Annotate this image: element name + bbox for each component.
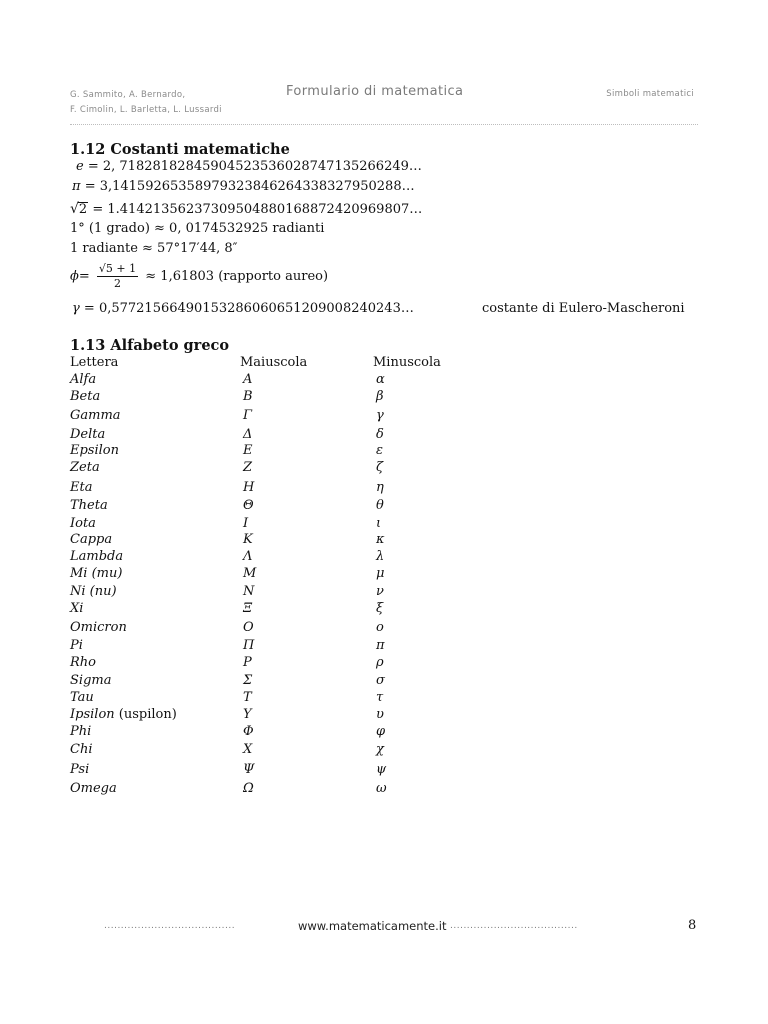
greek-letter-name-text: Eta <box>70 480 93 495</box>
constant-sqrt2-radicand: 2 <box>78 202 88 217</box>
greek-letter-name-text: Rho <box>70 655 96 670</box>
greek-uppercase-glyph: Δ <box>243 427 253 442</box>
greek-table-row <box>70 762 630 779</box>
greek-letter-name <box>70 781 117 796</box>
header-title: Formulario di matematica <box>286 84 464 99</box>
constant-degree: 1° (1 grado) ≈ 0, 0174532925 radianti <box>70 221 325 236</box>
constant-gamma-note: costante di Eulero-Mascheroni <box>482 301 685 316</box>
greek-table-row <box>70 566 630 583</box>
greek-uppercase-glyph: Γ <box>243 408 253 423</box>
constant-sqrt2 <box>70 201 422 217</box>
constant-pi-value: = 3,14159265358979323846264338327950288… <box>84 179 415 194</box>
greek-letter-name <box>70 707 177 722</box>
constant-phi-equals: = <box>78 269 90 284</box>
greek-letter-name-text: Delta <box>70 427 106 442</box>
greek-letter-name <box>70 480 92 495</box>
greek-letter-name <box>70 498 108 513</box>
greek-uppercase-glyph: A <box>243 372 253 387</box>
greek-uppercase-glyph: K <box>243 532 253 547</box>
greek-letter-name-text: Ipsilon <box>70 707 115 722</box>
greek-letter-name-text: Pi <box>70 638 83 653</box>
greek-uppercase-glyph: H <box>243 480 255 495</box>
greek-letter-name-text: Xi <box>70 601 84 616</box>
greek-letter-name-text: Phi <box>70 724 92 739</box>
greek-letter-name-text: Cappa <box>70 532 113 547</box>
constant-pi-symbol: π <box>72 179 81 194</box>
greek-letter-name-text: Ni (nu) <box>70 584 117 599</box>
greek-table-row <box>70 781 630 798</box>
greek-uppercase-glyph: T <box>243 690 252 705</box>
greek-lowercase-glyph: ι <box>376 516 382 531</box>
greek-letter-name <box>70 566 122 581</box>
greek-table-row <box>70 516 630 533</box>
greek-lowercase-glyph: χ <box>376 742 384 757</box>
greek-lowercase-glyph: τ <box>376 690 384 705</box>
greek-lowercase-glyph: ω <box>376 781 387 796</box>
greek-letter-name-text: Lambda <box>70 549 124 564</box>
greek-table-row <box>70 620 630 637</box>
greek-letter-name-text: Tau <box>70 690 94 705</box>
greek-letter-name <box>70 620 127 635</box>
greek-letter-name-text: Omicron <box>70 620 127 635</box>
greek-lowercase-glyph: σ <box>376 673 385 688</box>
header-authors <box>70 88 222 118</box>
greek-lowercase-glyph: α <box>376 372 385 387</box>
greek-uppercase-glyph: Ψ <box>243 762 255 777</box>
constant-radian: 1 radiante ≈ 57°17′44, 8″ <box>70 241 238 256</box>
greek-letter-name <box>70 762 89 777</box>
greek-letter-name <box>70 742 92 757</box>
footer-dots-right: ...................................... <box>450 921 578 931</box>
greek-lowercase-glyph: θ <box>376 498 384 513</box>
constant-gamma <box>72 301 414 316</box>
greek-letter-name <box>70 460 100 475</box>
constant-e-symbol: e <box>76 159 84 174</box>
greek-lowercase-glyph: υ <box>376 707 384 722</box>
greek-lowercase-glyph: ζ <box>376 460 384 475</box>
greek-letter-name-text: Beta <box>70 389 101 404</box>
greek-uppercase-glyph: X <box>243 742 253 757</box>
page-header <box>70 84 698 125</box>
greek-lowercase-glyph: μ <box>376 566 385 581</box>
greek-letter-name <box>70 673 111 688</box>
greek-table-row <box>70 480 630 497</box>
greek-letter-name-text: Mi (mu) <box>70 566 123 581</box>
greek-uppercase-glyph: Π <box>243 638 255 653</box>
greek-letter-name-extra: (uspilon) <box>114 707 177 722</box>
constant-sqrt2-value: = 1.41421356237309504880168872420969807… <box>92 202 423 217</box>
radical-sign-icon: √ <box>70 201 79 217</box>
greek-uppercase-glyph: Σ <box>243 673 253 688</box>
greek-lowercase-glyph: β <box>376 389 384 404</box>
greek-table-row <box>70 655 630 672</box>
greek-table-row <box>70 532 630 549</box>
footer-website-link[interactable]: www.matematicamente.it <box>298 919 447 933</box>
footer-dots-left: ....................................... <box>104 921 236 931</box>
constant-e-value: = 2, 71828182845904523536028747135266249… <box>87 159 422 174</box>
greek-lowercase-glyph: η <box>376 480 384 495</box>
greek-uppercase-glyph: N <box>243 584 255 599</box>
greek-lowercase-glyph: ρ <box>376 655 384 670</box>
greek-uppercase-glyph: Θ <box>243 498 254 513</box>
greek-letter-name-text: Gamma <box>70 408 121 423</box>
greek-uppercase-glyph: O <box>243 620 254 635</box>
greek-header-uppercase: Maiuscola <box>240 355 308 370</box>
greek-lowercase-glyph: ξ <box>376 601 384 616</box>
greek-section-title: 1.13 Alfabeto greco <box>70 337 230 354</box>
constant-e <box>76 159 422 174</box>
greek-uppercase-glyph: Ξ <box>243 601 253 616</box>
greek-letter-name <box>70 638 83 653</box>
greek-letter-name <box>70 516 96 531</box>
greek-letter-name <box>70 372 96 387</box>
greek-letter-name <box>70 408 121 423</box>
page-number: 8 <box>688 918 697 933</box>
constant-pi <box>72 179 415 194</box>
greek-table-row <box>70 584 630 601</box>
greek-table-row <box>70 742 630 759</box>
greek-letter-name-text: Epsilon <box>70 443 119 458</box>
greek-uppercase-glyph: Z <box>243 460 253 475</box>
greek-uppercase-glyph: M <box>243 566 257 581</box>
greek-table-row <box>70 690 630 707</box>
greek-letter-name-text: Theta <box>70 498 108 513</box>
greek-letter-name <box>70 427 105 442</box>
constant-gamma-value: = 0,57721566490153286060651209008240243… <box>83 301 414 316</box>
header-authors-line1: G. Sammito, A. Bernardo, <box>70 90 186 100</box>
greek-header-letter: Lettera <box>70 355 119 370</box>
greek-lowercase-glyph: π <box>376 638 385 653</box>
greek-header-lowercase: Minuscola <box>373 355 441 370</box>
greek-uppercase-glyph: B <box>243 389 253 404</box>
greek-lowercase-glyph: ν <box>376 584 384 599</box>
greek-letter-name-text: Psi <box>70 762 90 777</box>
greek-letter-name-text: Chi <box>70 742 93 757</box>
greek-table-row <box>70 408 630 425</box>
greek-letter-name-text: Sigma <box>70 673 112 688</box>
constant-phi <box>70 262 328 298</box>
constant-phi-denominator: 2 <box>114 277 122 290</box>
greek-uppercase-glyph: E <box>243 443 253 458</box>
greek-table-row <box>70 707 630 724</box>
greek-uppercase-glyph: Λ <box>243 549 253 564</box>
greek-letter-name-text: Alfa <box>70 372 97 387</box>
greek-table-row <box>70 372 630 389</box>
greek-uppercase-glyph: Y <box>243 707 252 722</box>
greek-letter-name <box>70 549 123 564</box>
constant-phi-symbol: ϕ <box>70 269 79 284</box>
greek-letter-name <box>70 601 83 616</box>
greek-table-row <box>70 460 630 477</box>
greek-letter-name-text: Iota <box>70 516 96 531</box>
greek-lowercase-glyph: γ <box>376 408 384 423</box>
greek-uppercase-glyph: I <box>243 516 249 531</box>
greek-letter-name <box>70 389 100 404</box>
greek-table-row <box>70 427 630 444</box>
greek-letter-name-text: Omega <box>70 781 117 796</box>
greek-letter-name-text: Zeta <box>70 460 100 475</box>
header-authors-line2: F. Cimolin, L. Barletta, L. Lussardi <box>70 105 222 115</box>
constant-phi-fraction <box>97 262 138 291</box>
greek-letter-name <box>70 690 94 705</box>
greek-uppercase-glyph: Φ <box>243 724 254 739</box>
greek-table-row <box>70 724 630 741</box>
header-topic: Simboli matematici <box>606 89 694 99</box>
greek-letter-name <box>70 443 119 458</box>
constant-phi-value: ≈ 1,61803 (rapporto aureo) <box>145 269 329 284</box>
greek-table-row <box>70 389 630 406</box>
greek-letter-name <box>70 532 112 547</box>
greek-table-row <box>70 638 630 655</box>
greek-table-header <box>70 355 630 372</box>
greek-table-row <box>70 673 630 690</box>
page-footer <box>104 918 704 939</box>
greek-letter-name <box>70 584 117 599</box>
greek-letter-name <box>70 655 96 670</box>
greek-table-row <box>70 549 630 566</box>
greek-lowercase-glyph: φ <box>376 724 386 739</box>
greek-uppercase-glyph: P <box>243 655 252 670</box>
greek-table-row <box>70 443 630 460</box>
constant-phi-numerator: √5 + 1 <box>98 262 137 275</box>
greek-lowercase-glyph: ψ <box>376 762 387 777</box>
constants-section-title: 1.12 Costanti matematiche <box>70 141 290 158</box>
greek-lowercase-glyph: δ <box>376 427 384 442</box>
greek-table-row <box>70 498 630 515</box>
greek-table-row <box>70 601 630 618</box>
greek-lowercase-glyph: o <box>376 620 384 635</box>
greek-uppercase-glyph: Ω <box>243 781 254 796</box>
greek-letter-name <box>70 724 91 739</box>
greek-lowercase-glyph: ε <box>376 443 383 458</box>
greek-lowercase-glyph: λ <box>376 549 385 564</box>
constant-gamma-symbol: γ <box>72 301 80 316</box>
greek-lowercase-glyph: κ <box>376 532 385 547</box>
